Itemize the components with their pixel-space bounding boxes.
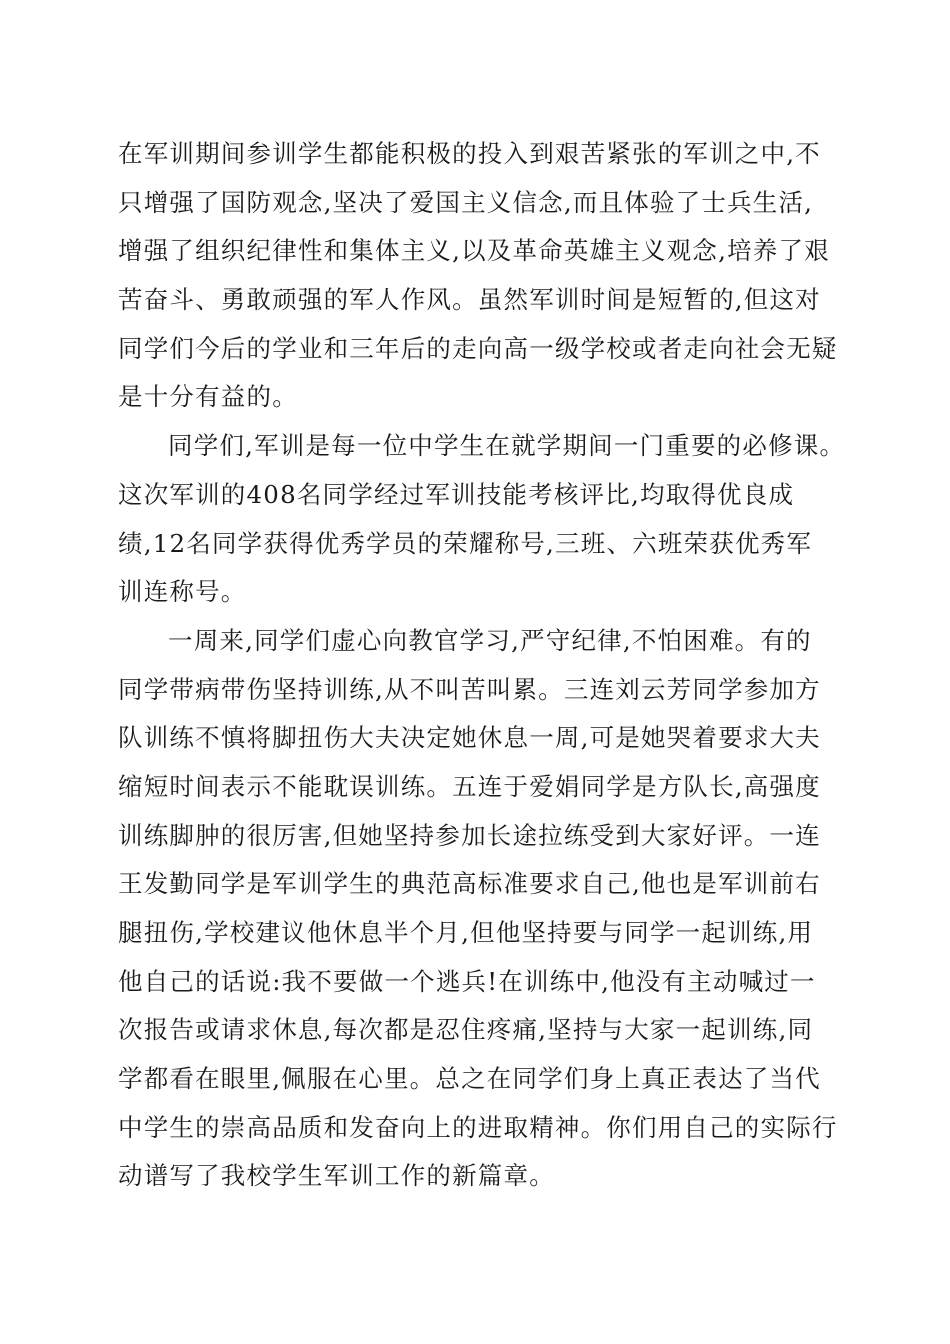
text-line: 苦奋斗、勇敢顽强的军人作风。虽然军训时间是短暂的,但这对 <box>118 285 821 315</box>
text-line: 只增强了国防观念,坚决了爱国主义信念,而且体验了士兵生活, <box>118 187 814 217</box>
text-line: 同学带病带伤坚持训练,从不叫苦叫累。三连刘云芳同学参加方 <box>118 674 821 704</box>
text-line: 是十分有益的。 <box>118 382 298 412</box>
text-line: 王发勤同学是军训学生的典范高标准要求自己,他也是军训前右 <box>118 869 821 899</box>
text-line: 同学们今后的学业和三年后的走向高一级学校或者走向社会无疑 <box>118 333 838 363</box>
text-line: 增强了组织纪律性和集体主义,以及革命英雄主义观念,培养了艰 <box>118 236 830 266</box>
text-line: 训连称号。 <box>118 577 247 607</box>
text-line: 次报告或请求休息,每次都是忍住疼痛,坚持与大家一起训练,同 <box>118 1015 814 1045</box>
paragraph-start-line: 同学们,军训是每一位中学生在就学期间一门重要的必修课。 <box>168 431 846 461</box>
text-line: 这次军训的408名同学经过军训技能考核评比,均取得优良成 <box>118 479 795 509</box>
document-body <box>118 130 846 1201</box>
text-line: 学都看在眼里,佩服在心里。总之在同学们身上真正表达了当代 <box>118 1064 821 1094</box>
text-line: 队训练不慎将脚扭伤大夫决定她休息一周,可是她哭着要求大夫 <box>118 723 821 753</box>
text-line: 腿扭伤,学校建议他休息半个月,但他坚持要与同学一起训练,用 <box>118 918 814 947</box>
paragraph-start-line: 一周来,同学们虚心向教官学习,严守纪律,不怕困难。有的 <box>168 625 812 655</box>
text-line: 缩短时间表示不能耽误训练。五连于爱娟同学是方队长,高强度 <box>118 771 821 801</box>
text-line: 绩,12名同学获得优秀学员的荣耀称号,三班、六班荣获优秀军 <box>118 528 813 558</box>
text-line: 在军训期间参训学生都能积极的投入到艰苦紧张的军训之中,不 <box>118 139 821 168</box>
text-line: 他自己的话说:我不要做一个逃兵!在训练中,他没有主动喊过一 <box>118 966 816 996</box>
text-line: 动谱写了我校学生军训工作的新篇章。 <box>118 1161 555 1191</box>
text-line: 训练脚肿的很厉害,但她坚持参加长途拉练受到大家好评。一连 <box>118 820 821 850</box>
text-line: 中学生的崇高品质和发奋向上的进取精神。你们用自己的实际行 <box>118 1112 838 1142</box>
